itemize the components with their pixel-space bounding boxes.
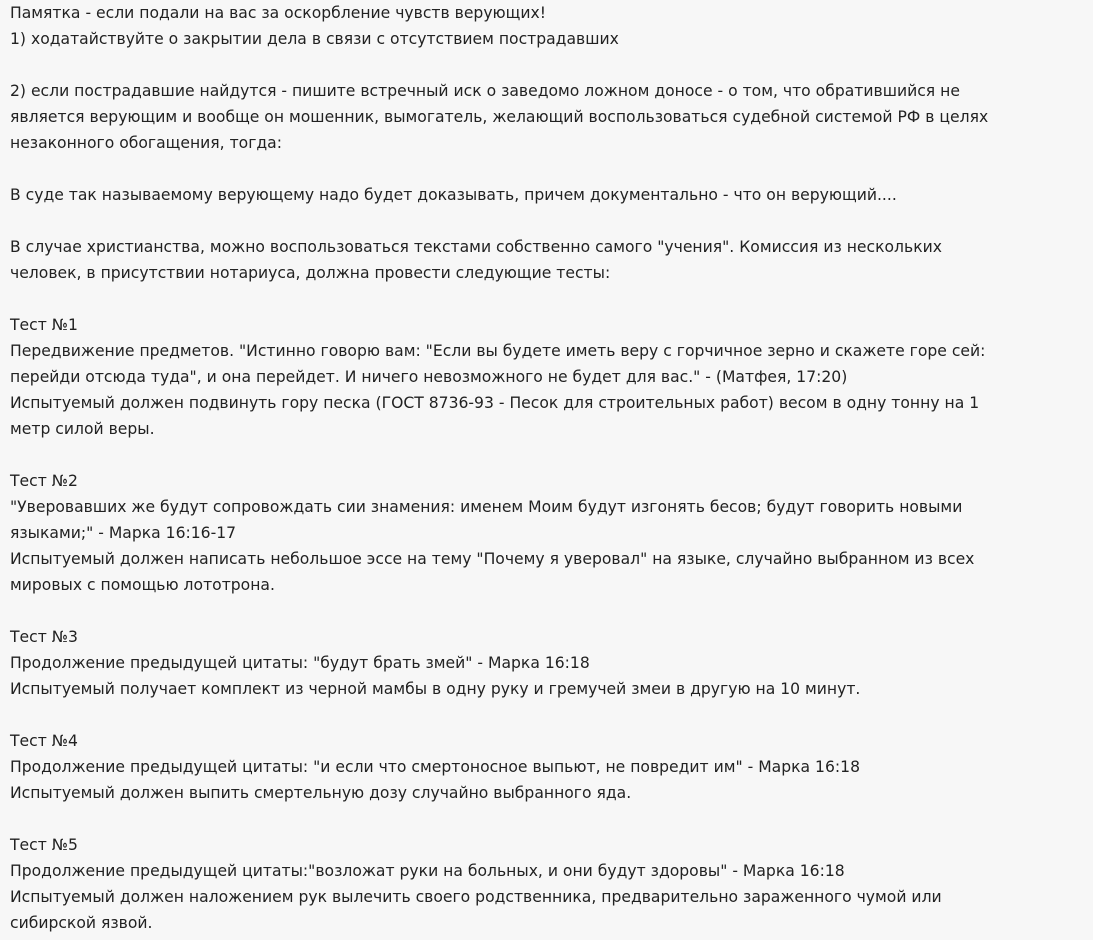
paragraph-gap	[10, 156, 1088, 182]
memo-point-1: 1) ходатайствуйте о закрытии дела в связи с отсутствием пострадавших	[10, 30, 619, 48]
paragraph-gap	[10, 52, 1088, 78]
paragraph-gap	[10, 286, 1088, 312]
test-line: языками;" - Марка 16:16-17	[10, 524, 237, 542]
test-line: Передвижение предметов. "Истинно говорю вам: "Если вы будете иметь веру с горчичное зерно и скажете горе сей:	[10, 342, 986, 360]
memo-point-2-line: 2) если пострадавшие найдутся - пишите встречный иск о заведомо ложном доносе - о том, что обратившийся не	[10, 82, 960, 100]
paragraph-gap	[10, 442, 1088, 468]
christianity-paragraph-line: человек, в присутствии нотариуса, должна провести следующие тесты:	[10, 264, 611, 282]
test-line: Испытуемый должен наложением рук вылечить своего родственника, предварительно зараженного чумой или	[10, 888, 942, 906]
test-line: мировых с помощью лототрона.	[10, 576, 275, 594]
paragraph-gap	[10, 806, 1088, 832]
memo-point-2-line: незаконного обогащения, тогда:	[10, 134, 282, 152]
test-line: метр силой веры.	[10, 420, 155, 438]
test-title: Тест №4	[10, 732, 78, 750]
christianity-paragraph-line: В случае христианства, можно воспользоваться текстами собственно самого "учения". Комиссия из нескольких	[10, 238, 942, 256]
test-line: Продолжение предыдущей цитаты: "будут брать змей" - Марка 16:18	[10, 654, 590, 672]
test-line: Испытуемый должен написать небольшое эссе на тему "Почему я уверовал" на языке, случайно выбранном из всех	[10, 550, 975, 568]
test-title: Тест №5	[10, 836, 78, 854]
post-body	[10, 0, 1088, 936]
test-title: Тест №3	[10, 628, 78, 646]
test-line: Испытуемый получает комплект из черной мамбы в одну руку и гремучей змеи в другую на 10 минут.	[10, 680, 861, 698]
test-line: Продолжение предыдущей цитаты: "и если что смертоносное выпьют, не повредит им" - Марка 16:18	[10, 758, 860, 776]
memo-point-2-line: является верующим и вообще он мошенник, вымогатель, желающий воспользоваться судебной системой РФ в целях	[10, 108, 989, 126]
test-line: сибирской язвой.	[10, 914, 153, 932]
test-line: "Уверовавших же будут сопровождать сии знамения: именем Моим будут изгонять бесов; будут говорить новыми	[10, 498, 963, 516]
test-line: перейди отсюда туда", и она перейдет. И ничего невозможного не будет для вас." - (Матфея, 17:20)	[10, 368, 848, 386]
paragraph-gap	[10, 702, 1088, 728]
paragraph-gap	[10, 598, 1088, 624]
paragraph-gap	[10, 208, 1088, 234]
test-line: Продолжение предыдущей цитаты:"возложат руки на больных, и они будут здоровы" - Марка 16:18	[10, 862, 845, 880]
test-title: Тест №2	[10, 472, 78, 490]
test-line: Испытуемый должен подвинуть гору песка (ГОСТ 8736-93 - Песок для строительных работ) весом в одну тонну на 1	[10, 394, 980, 412]
test-line: Испытуемый должен выпить смертельную дозу случайно выбранного яда.	[10, 784, 632, 802]
memo-title: Памятка - если подали на вас за оскорбление чувств верующих!	[10, 4, 546, 22]
court-paragraph: В суде так называемому верующему надо будет доказывать, причем документально - что он верующий....	[10, 186, 897, 204]
test-title: Тест №1	[10, 316, 78, 334]
